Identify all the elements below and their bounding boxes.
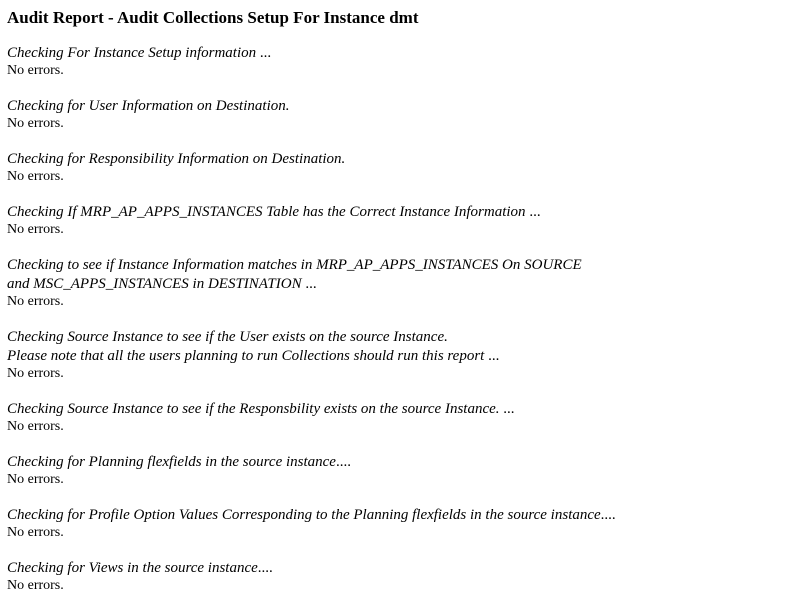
check-result: No errors.	[7, 419, 64, 434]
check-ellipsis: ...	[499, 401, 515, 417]
check-ellipsis: ...	[484, 348, 500, 364]
audit-check-section	[7, 97, 807, 132]
check-result: No errors.	[7, 116, 64, 131]
check-description-text: Checking Source Instance to see if the User exists on the source Instance.	[7, 329, 448, 345]
check-result: No errors.	[7, 525, 64, 540]
check-description	[7, 400, 807, 419]
check-description-text: Checking for Planning flexfields in the source instance	[7, 454, 336, 470]
check-description-text: Checking Source Instance to see if the Responsbility exists on the source Instance.	[7, 401, 500, 417]
check-result: No errors.	[7, 366, 64, 381]
check-ellipsis: ...	[301, 276, 317, 292]
check-description	[7, 203, 807, 222]
check-result: No errors.	[7, 472, 64, 487]
check-ellipsis: ....	[257, 560, 273, 576]
check-result: No errors.	[7, 63, 64, 78]
check-ellipsis: ...	[256, 45, 272, 61]
check-result: No errors.	[7, 222, 64, 237]
audit-check-section	[7, 328, 807, 382]
audit-check-list	[7, 44, 807, 594]
check-description	[7, 347, 807, 366]
audit-check-section	[7, 506, 807, 541]
report-title: Audit Report - Audit Collections Setup For Instance dmt	[7, 8, 419, 27]
check-description-text: and MSC_APPS_INSTANCES in DESTINATION	[7, 276, 302, 292]
check-description-text: Checking If MRP_AP_APPS_INSTANCES Table has the Correct Instance Information	[7, 204, 526, 220]
check-description	[7, 275, 807, 294]
check-ellipsis: ....	[600, 507, 616, 523]
check-description	[7, 150, 807, 169]
check-ellipsis: ...	[525, 204, 541, 220]
audit-check-section	[7, 44, 807, 79]
check-description	[7, 559, 807, 578]
audit-check-section	[7, 400, 807, 435]
check-description	[7, 44, 807, 63]
check-description-text: Checking for Profile Option Values Corresponding to the Planning flexfields in the source instance	[7, 507, 601, 523]
check-result: No errors.	[7, 169, 64, 184]
audit-check-section	[7, 256, 807, 310]
check-description-text: Checking for Views in the source instance	[7, 560, 258, 576]
check-description-text: Checking to see if Instance Information matches in MRP_AP_APPS_INSTANCES On SOURCE	[7, 257, 582, 273]
check-description-text: Checking for Responsibility Information on Destination.	[7, 151, 346, 167]
report-page	[7, 8, 807, 612]
check-result: No errors.	[7, 294, 64, 309]
check-description	[7, 256, 807, 275]
check-description-text: Checking For Instance Setup information	[7, 45, 257, 61]
audit-check-section	[7, 203, 807, 238]
check-ellipsis: ....	[335, 454, 351, 470]
check-description	[7, 328, 807, 347]
audit-check-section	[7, 453, 807, 488]
check-description-text: Checking for User Information on Destination.	[7, 98, 290, 114]
check-description-text: Please note that all the users planning to run Collections should run this report	[7, 348, 485, 364]
check-result: No errors.	[7, 578, 64, 593]
audit-check-section	[7, 150, 807, 185]
check-description	[7, 506, 807, 525]
check-description	[7, 97, 807, 116]
audit-check-section	[7, 559, 807, 594]
check-description	[7, 453, 807, 472]
